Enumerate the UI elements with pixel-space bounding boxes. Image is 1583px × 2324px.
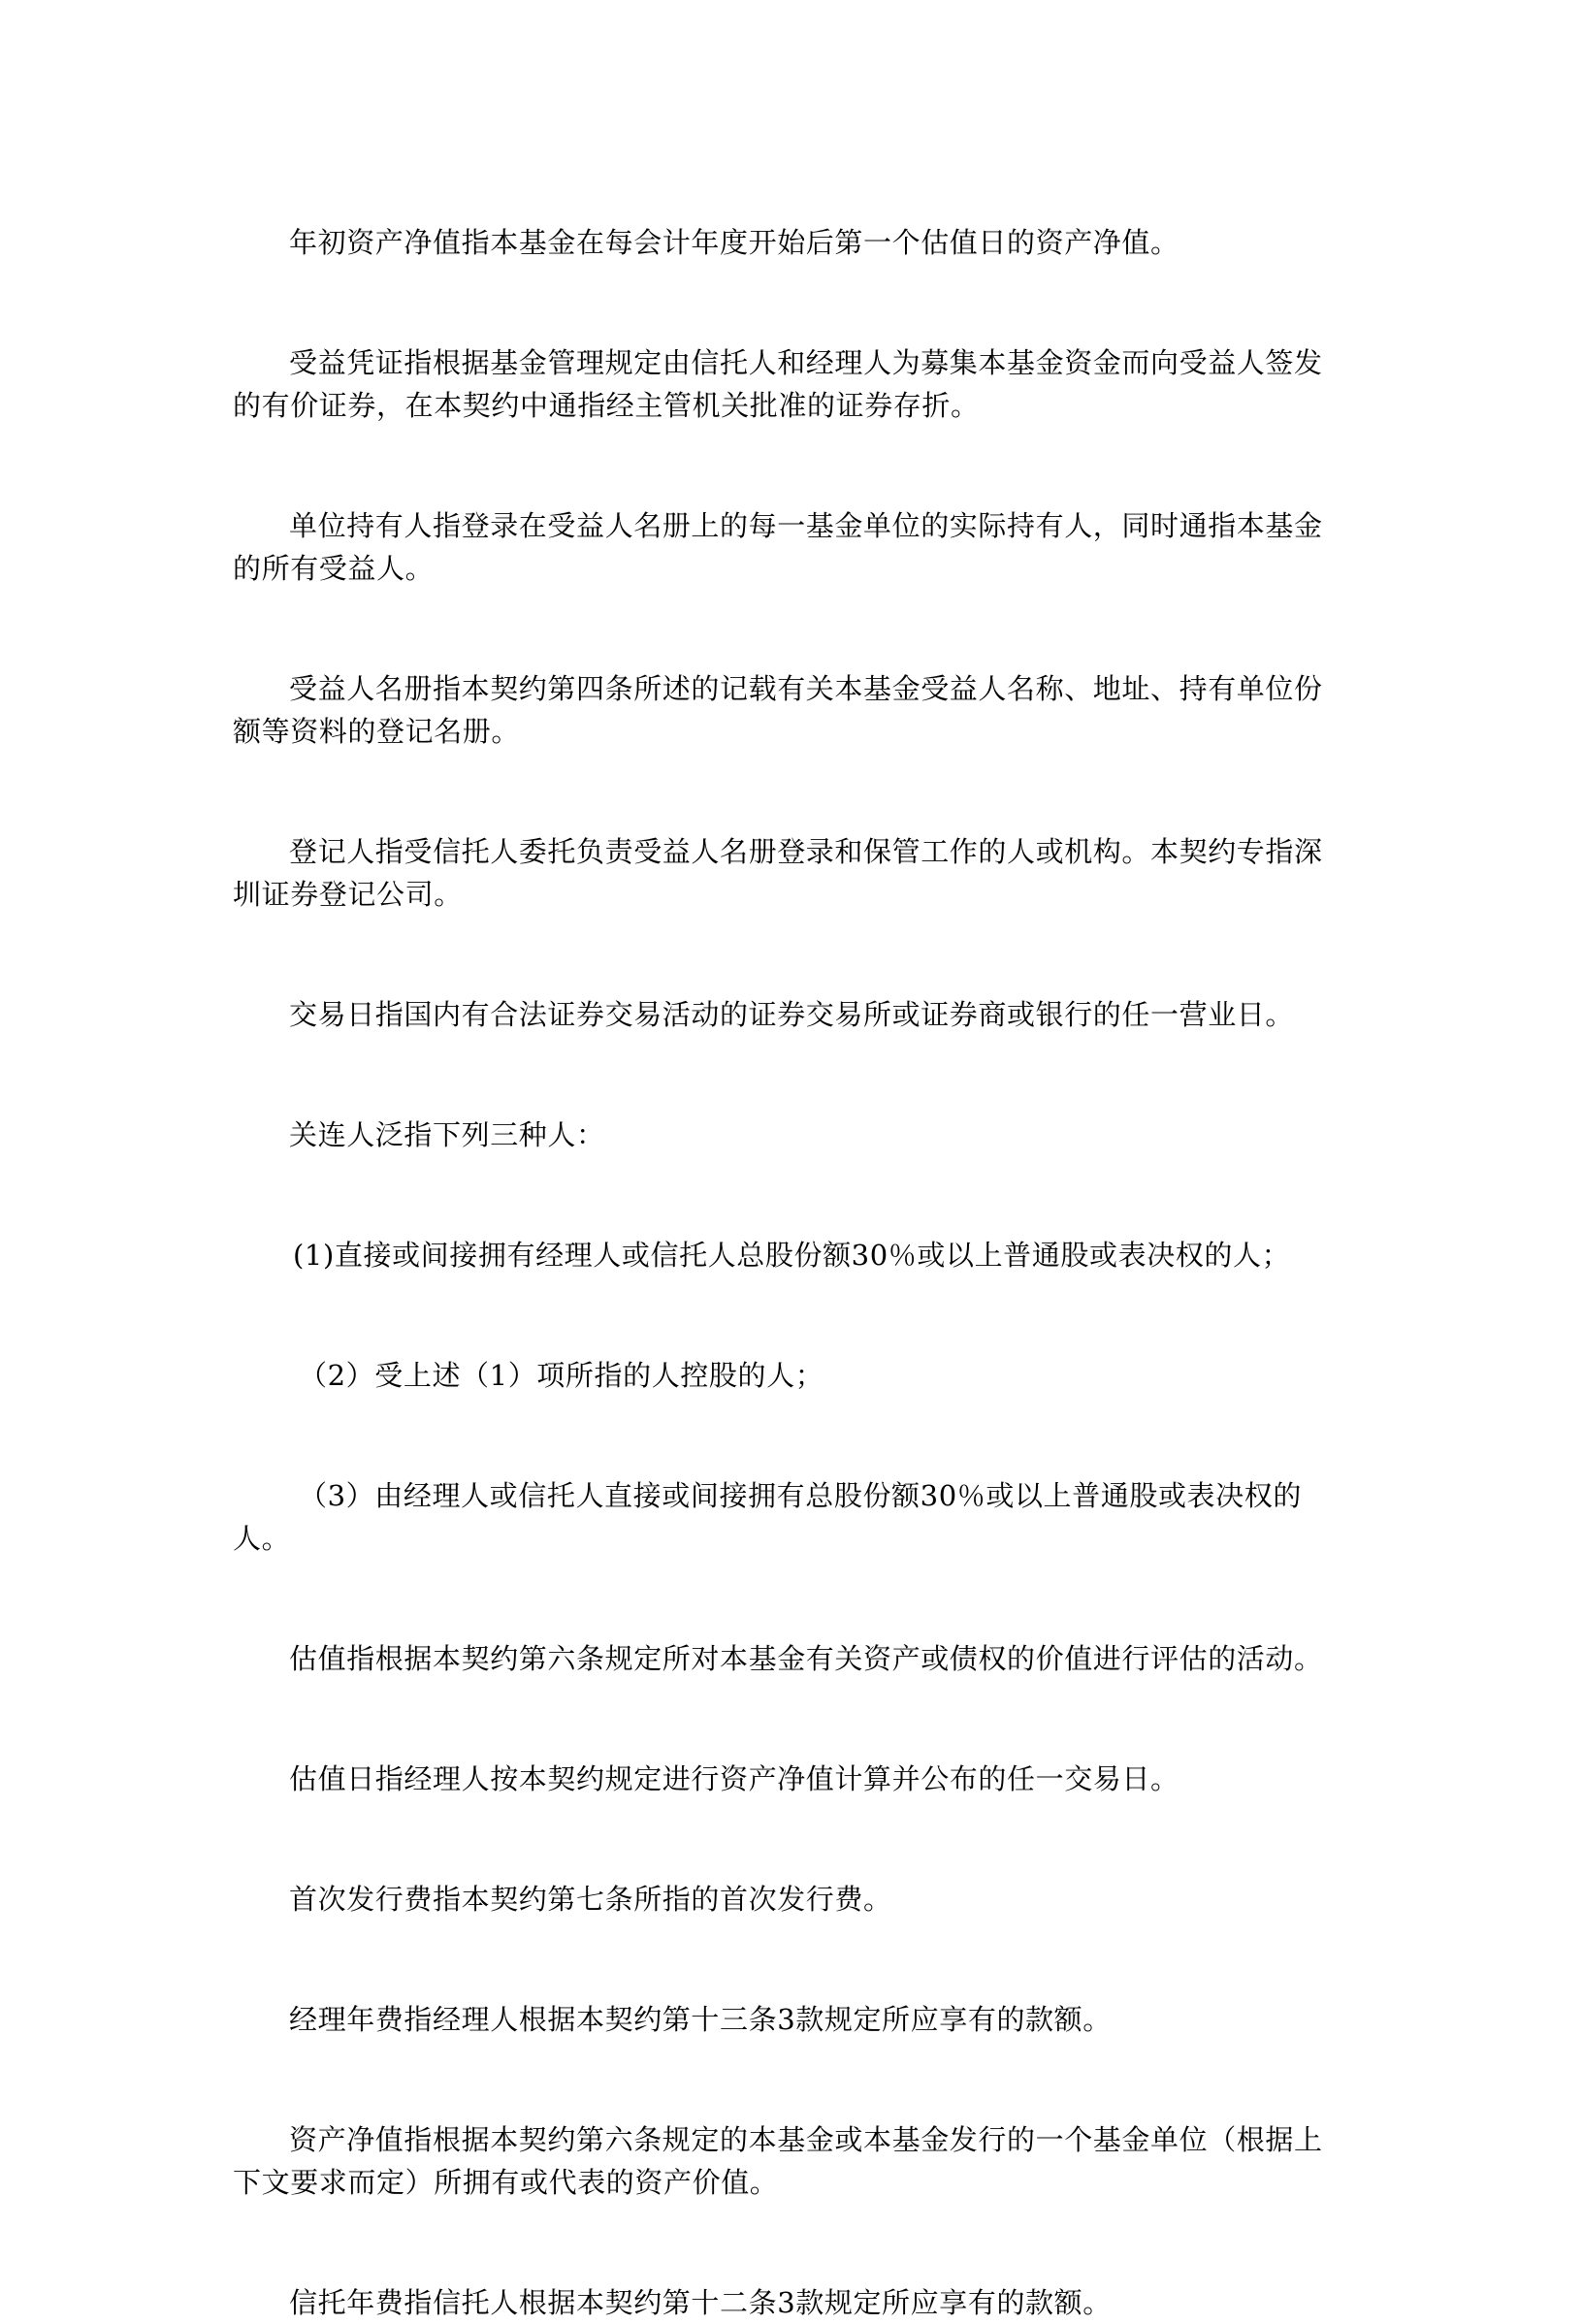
paragraph-valuation-day: 估值日指经理人按本契约规定进行资产净值计算并公布的任一交易日。	[289, 1762, 1179, 1795]
paragraph-connected-persons: 关连人泛指下列三种人：	[289, 1118, 605, 1151]
paragraph-connected-item-1: (1)直接或间接拥有经理人或信托人总股份额30％或以上普通股或表决权的人；	[293, 1239, 1291, 1272]
paragraph-beneficiary-certificate: 受益凭证指根据基金管理规定由信托人和经理人为募集本基金资金而向受益人签发的有价证券，在本契约中通指经主管机关批准的证券存折。	[233, 346, 1323, 422]
paragraph-valuation: 估值指根据本契约第六条规定所对本基金有关资产或债权的价值进行评估的活动。	[289, 1642, 1323, 1675]
paragraph-connected-item-3: （3）由经理人或信托人直接或间接拥有总股份额30％或以上普通股或表决权的人。	[233, 1479, 1302, 1555]
paragraph-unit-holder: 单位持有人指登录在受益人名册上的每一基金单位的实际持有人，同时通指本基金的所有受益人。	[233, 509, 1323, 585]
paragraph-manager-annual-fee: 经理年费指经理人根据本契约第十三条3款规定所应享有的款额。	[289, 2003, 1112, 2036]
paragraph-trustee-annual-fee: 信托年费指信托人根据本契约第十二条3款规定所应享有的款额。	[289, 2286, 1112, 2319]
paragraph-beneficiary-register: 受益人名册指本契约第四条所述的记载有关本基金受益人名称、地址、持有单位份额等资料的登记名册。	[233, 672, 1323, 748]
paragraph-trading-day: 交易日指国内有合法证券交易活动的证券交易所或证券商或银行的任一营业日。	[289, 998, 1295, 1031]
document-body	[233, 221, 1350, 2324]
paragraph-initial-issue-fee: 首次发行费指本契约第七条所指的首次发行费。	[289, 1883, 892, 1916]
paragraph-net-asset-value: 资产净值指根据本契约第六条规定的本基金或本基金发行的一个基金单位（根据上下文要求而定）所拥有或代表的资产价值。	[233, 2123, 1323, 2199]
paragraph-registrar: 登记人指受信托人委托负责受益人名册登录和保管工作的人或机构。本契约专指深圳证券登记公司。	[233, 835, 1323, 911]
paragraph-initial-nav: 年初资产净值指本基金在每会计年度开始后第一个估值日的资产净值。	[289, 226, 1179, 259]
paragraph-connected-item-2: （2）受上述（1）项所指的人控股的人；	[299, 1359, 824, 1392]
